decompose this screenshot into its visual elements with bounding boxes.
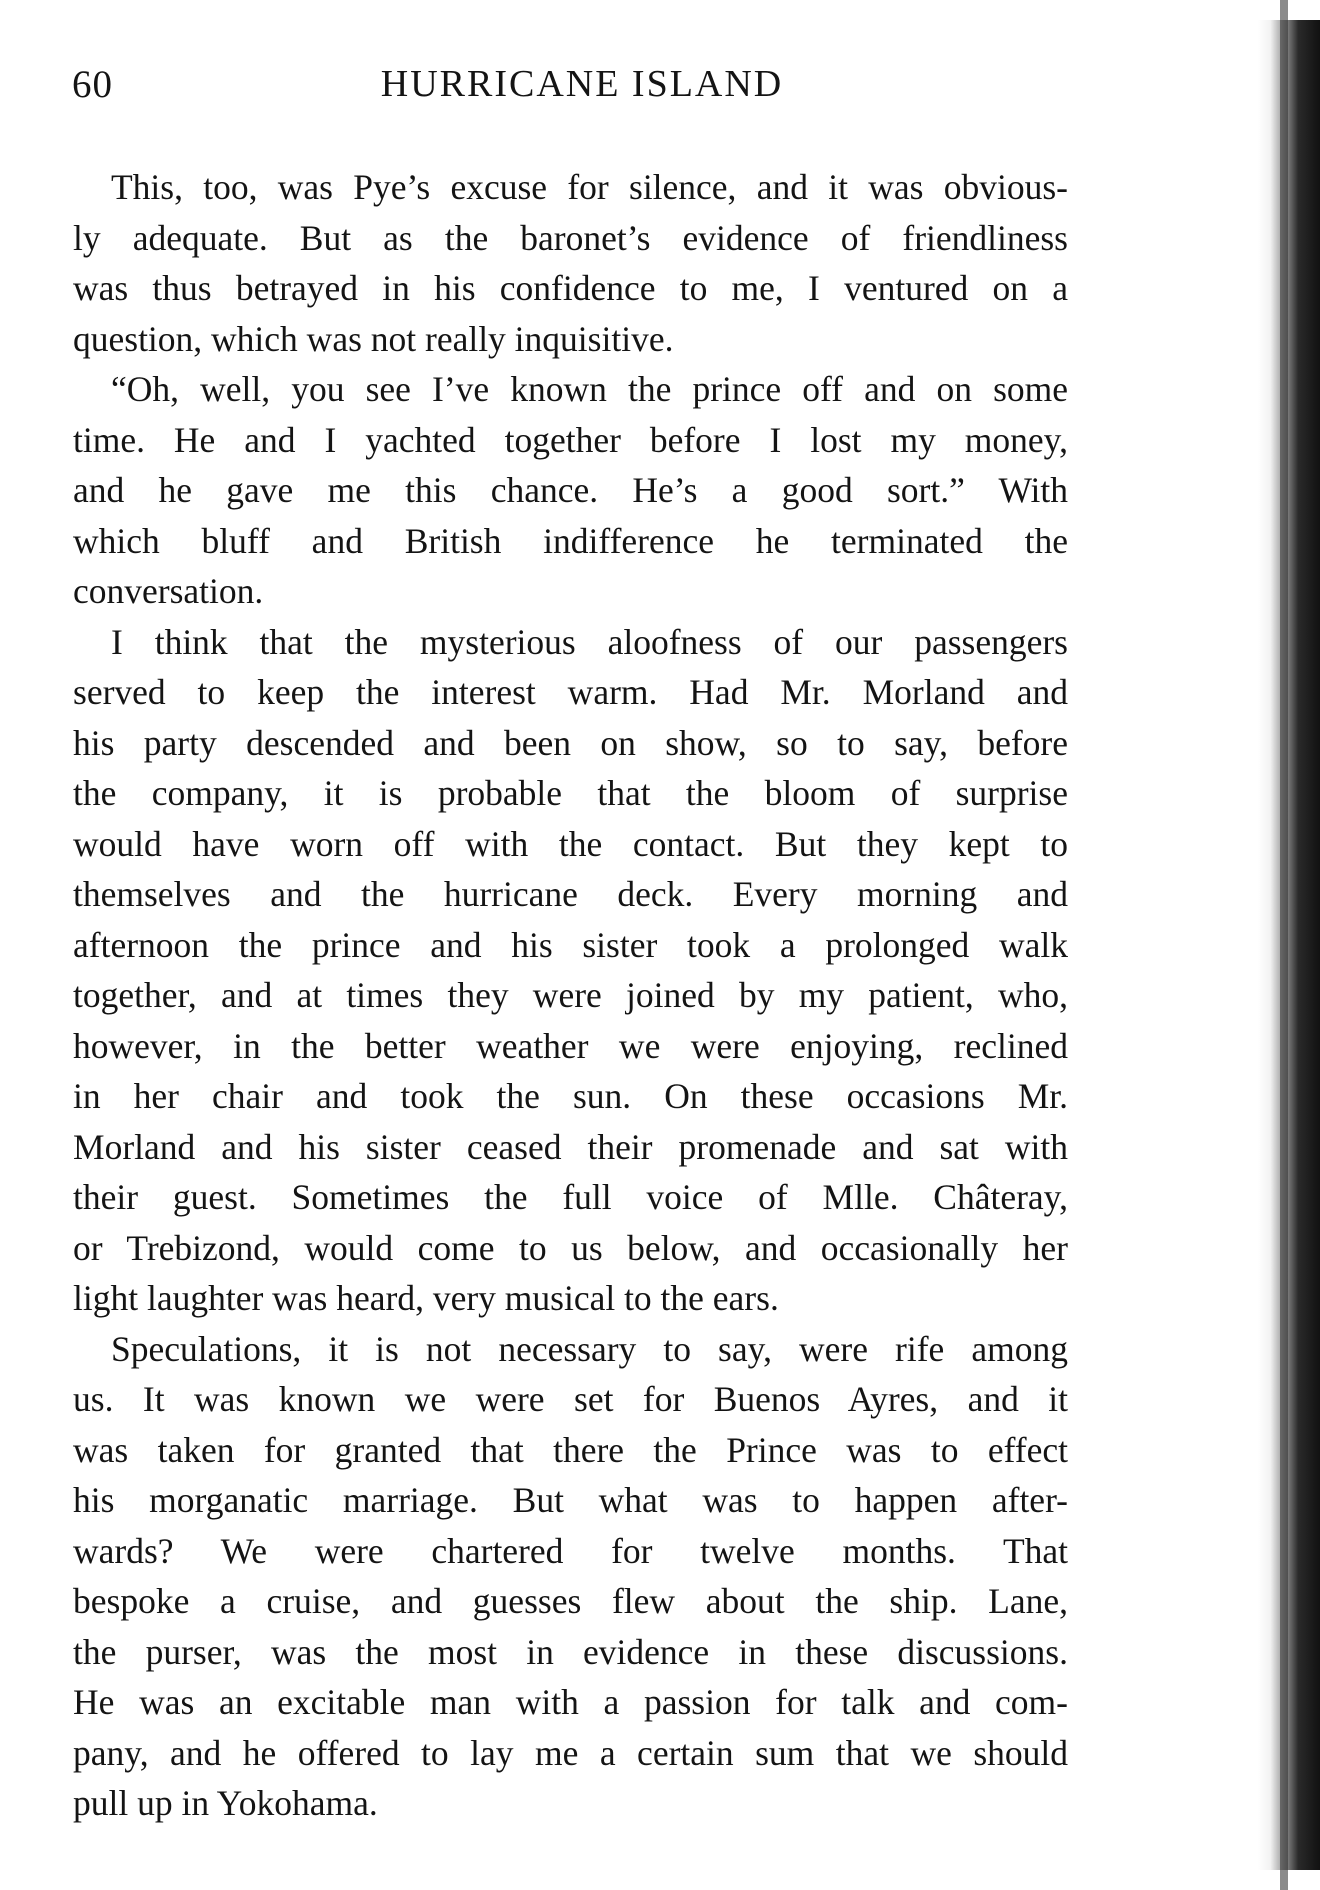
- text-line: the purser, was the most in evidence in these discussions.: [73, 1631, 1068, 1672]
- text-line: together, and at times they were joined by my patient, who,: [73, 975, 1068, 1015]
- text-line: which bluff and British indifference he terminated the: [73, 520, 1068, 561]
- text-line: I think that the mysterious aloofness of our passengers: [111, 621, 1068, 662]
- text-line: us. It was known we were set for Buenos Ayres, and it: [73, 1379, 1068, 1419]
- paragraph-3: [73, 617, 1068, 1324]
- text-line: pany, and he offered to lay me a certain sum that we should: [73, 1732, 1068, 1773]
- text-line: He was an excitable man with a passion for talk and com-: [73, 1682, 1068, 1722]
- text-line: and he gave me this chance. He’s a good sort.” With: [73, 470, 1068, 510]
- text-line: Speculations, it is not necessary to say, were rife among: [111, 1328, 1068, 1369]
- text-line: light laughter was heard, very musical to the ears.: [73, 1278, 779, 1318]
- text-line: would have worn off with the contact. But they kept to: [73, 823, 1068, 864]
- text-line: “Oh, well, you see I’ve known the prince off and on some: [111, 369, 1068, 409]
- text-line: time. He and I yachted together before I lost my money,: [73, 419, 1068, 460]
- page-number: 60: [72, 63, 113, 106]
- text-line: conversation.: [73, 571, 264, 611]
- paragraph-2: [73, 364, 1068, 617]
- text-line: in her chair and took the sun. On these occasions Mr.: [73, 1076, 1068, 1116]
- text-line: however, in the better weather we were enjoying, reclined: [73, 1025, 1068, 1066]
- text-line: question, which was not really inquisitive.: [73, 318, 674, 359]
- text-line: This, too, was Pye’s excuse for silence, and it was obvious-: [111, 167, 1068, 207]
- text-line: bespoke a cruise, and guesses flew about the ship. Lane,: [73, 1581, 1068, 1621]
- text-line: pull up in Yokohama.: [73, 1783, 378, 1823]
- text-line: ly adequate. But as the baronet’s evidence of friendliness: [73, 217, 1068, 258]
- text-line: his party descended and been on show, so to say, before: [73, 722, 1068, 763]
- text-line: the company, it is probable that the bloom of surprise: [73, 773, 1068, 813]
- paragraph-4: [73, 1324, 1068, 1829]
- text-line: served to keep the interest warm. Had Mr. Morland and: [73, 672, 1068, 712]
- paragraph-1: [73, 162, 1068, 364]
- text-line: Morland and his sister ceased their promenade and sat with: [73, 1126, 1068, 1167]
- text-line: was thus betrayed in his confidence to me, I ventured on a: [73, 268, 1068, 308]
- text-line: afternoon the prince and his sister took a prolonged walk: [73, 924, 1068, 965]
- text-line: or Trebizond, would come to us below, and occasionally her: [73, 1227, 1068, 1268]
- text-line: themselves and the hurricane deck. Every morning and: [73, 874, 1068, 914]
- running-title: HURRICANE ISLAND: [380, 63, 784, 105]
- text-line: wards? We were chartered for twelve months. That: [73, 1530, 1068, 1571]
- text-line: his morganatic marriage. But what was to happen after-: [73, 1480, 1068, 1520]
- text-line: was taken for granted that there the Prince was to effect: [73, 1429, 1068, 1470]
- text-line: their guest. Sometimes the full voice of Mlle. Châteray,: [73, 1177, 1068, 1217]
- page-header: [72, 62, 1072, 118]
- body-text: [73, 162, 1068, 1829]
- page-binding-shadow: [1258, 20, 1320, 1870]
- page-binding-edge: [1280, 0, 1288, 1890]
